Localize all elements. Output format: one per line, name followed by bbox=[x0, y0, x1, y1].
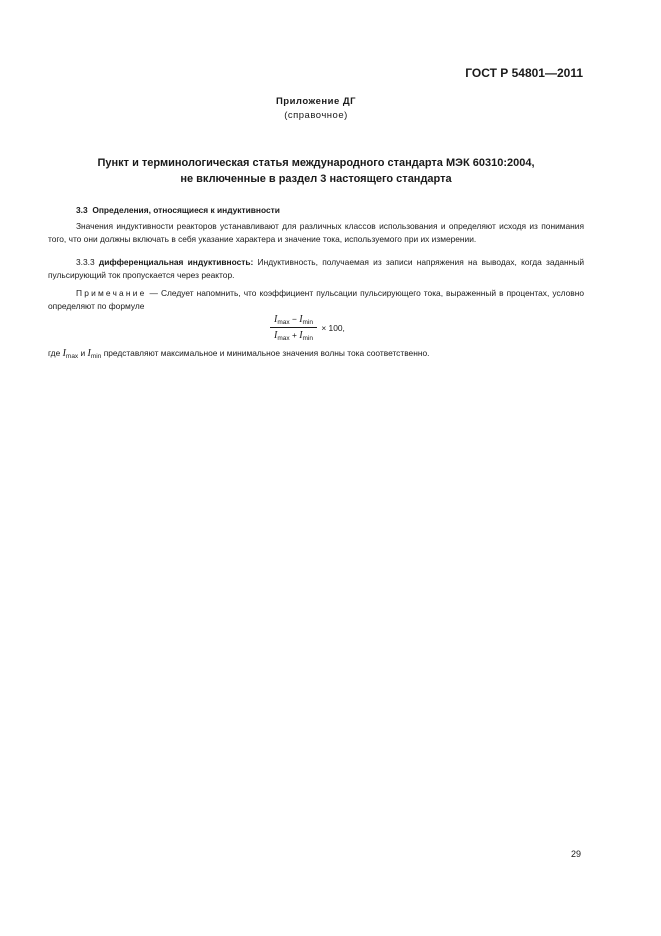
ripple-formula bbox=[270, 314, 345, 342]
formula-fraction bbox=[270, 314, 317, 342]
formula-numerator: $I_{max} - I_{min}$ bbox=[270, 314, 317, 328]
subsection-title bbox=[48, 204, 584, 217]
formula-denominator: $I_{max} + I_{min}$ bbox=[274, 330, 314, 342]
section-heading-line2: не включенные в раздел 3 настоящего стандарта bbox=[180, 173, 452, 185]
page-number: 29 bbox=[570, 849, 581, 859]
note-dash: — bbox=[149, 288, 158, 298]
annex-subtitle: (справочное) bbox=[284, 110, 348, 121]
paragraph-1: Значения индуктивности реакторов устанавливают для различных классов использования и определяют исходя из понимания того, что они должны включать в себя указание характера и значение тока, используемого при их измерении. bbox=[48, 221, 584, 245]
note bbox=[48, 287, 584, 314]
term-definition: Индуктивность, получаемая из записи напряжения на выводах, когда заданный пульсирующий ток пропускается через реактор. bbox=[48, 257, 584, 281]
formula-multiplier: × 100, bbox=[321, 323, 345, 333]
term-entry bbox=[48, 256, 584, 283]
standard-code: ГОСТ Р 54801—2011 bbox=[465, 66, 583, 80]
annex-title: Приложение ДГ bbox=[275, 96, 357, 107]
note-text: Следует напомнить, что коэффициент пульсации пульсирующего тока, выраженный в процентах, условно определяют по формуле bbox=[48, 288, 585, 312]
subsection-number: 3.3 bbox=[76, 205, 88, 215]
section-heading-line1: Пункт и терминологическая статья международного стандарта МЭК 60310:2004, bbox=[97, 157, 535, 169]
term-number: 3.3.3 bbox=[76, 257, 95, 267]
note-label: Примечание bbox=[76, 288, 147, 298]
subsection-name: Определения, относящиеся к индуктивности bbox=[92, 205, 280, 215]
section-heading bbox=[48, 155, 584, 187]
where-clause: где $I_{max}$ и $I_{min}$ представляют максимальное и минимальное значения волны тока соответственно. bbox=[48, 348, 430, 360]
term-name: дифференциальная индуктивность: bbox=[98, 257, 254, 267]
